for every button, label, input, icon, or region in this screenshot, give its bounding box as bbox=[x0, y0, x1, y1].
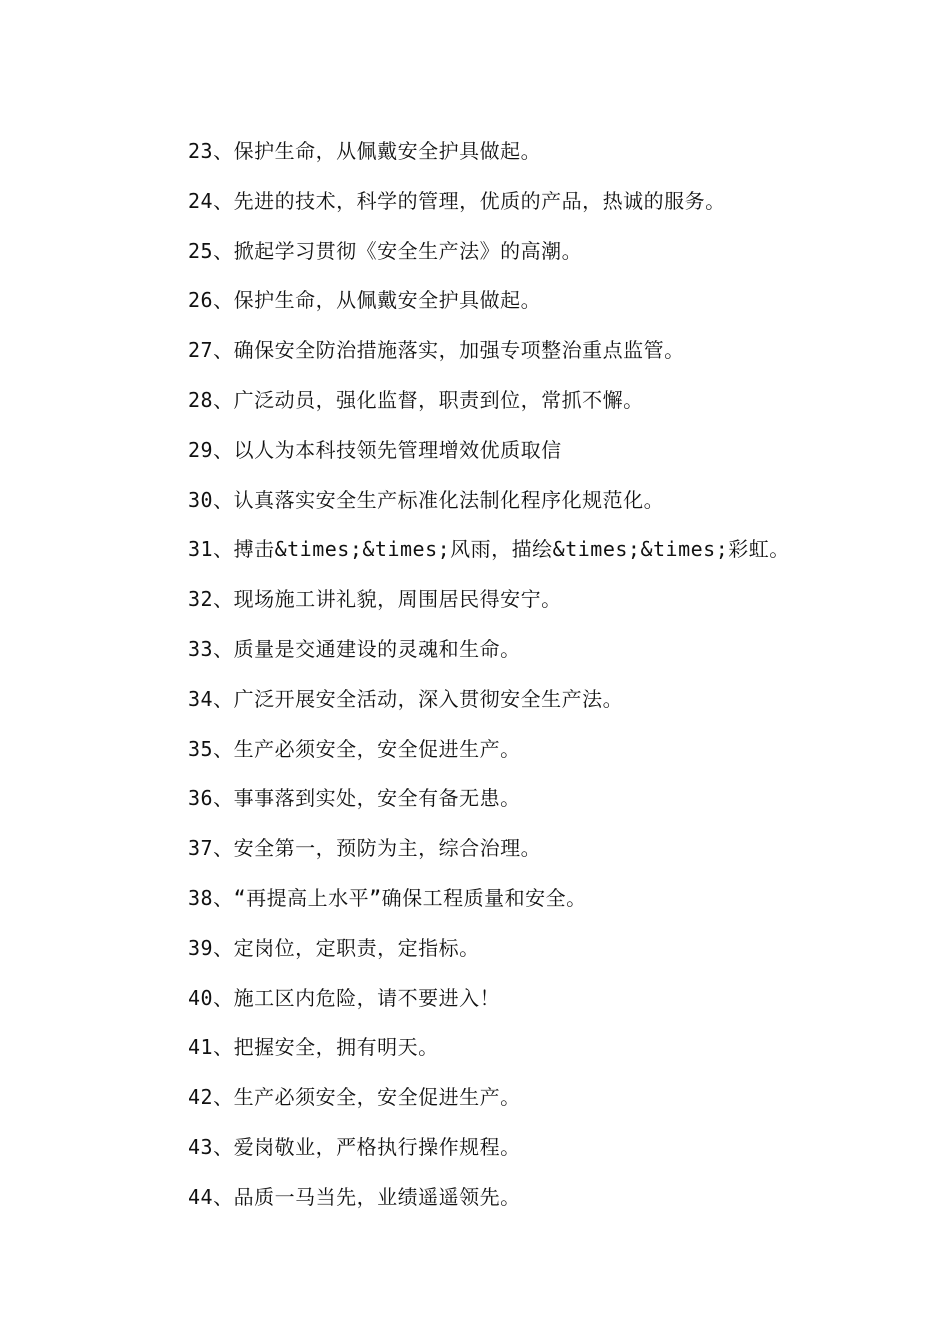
list-item: 23、保护生命，从佩戴安全护具做起。 bbox=[188, 139, 542, 163]
list-item: 40、施工区内危险，请不要进入！ bbox=[188, 985, 501, 1010]
list-item: 26、保护生命，从佩戴安全护具做起。 bbox=[188, 288, 542, 313]
list-item: 29、以人为本科技领先管理增效优质取信 bbox=[188, 437, 562, 462]
list-item: 28、广泛动员，强化监督，职责到位，常抓不懈。 bbox=[188, 387, 644, 412]
list-item: 38、“再提高上水平”确保工程质量和安全。 bbox=[188, 885, 587, 910]
list-item: 25、掀起学习贯彻《安全生产法》的高潮。 bbox=[188, 238, 583, 263]
list-item: 42、生产必须安全，安全促进生产。 bbox=[188, 1085, 521, 1110]
list-item: 39、定岗位，定职责，定指标。 bbox=[188, 935, 480, 960]
list-item: 31、搏击&times;&times;风雨，描绘&times;&times;彩虹。 bbox=[188, 537, 790, 562]
list-item: 43、爱岗敬业，严格执行操作规程。 bbox=[188, 1134, 521, 1159]
slogan-list bbox=[188, 135, 790, 1231]
list-item: 30、认真落实安全生产标准化法制化程序化规范化。 bbox=[188, 487, 665, 512]
list-item: 24、先进的技术，科学的管理，优质的产品，热诚的服务。 bbox=[188, 188, 726, 213]
list-item: 44、品质一马当先，业绩遥遥领先。 bbox=[188, 1184, 521, 1209]
list-item: 41、把握安全，拥有明天。 bbox=[188, 1035, 439, 1060]
list-item: 27、确保安全防治措施落实，加强专项整治重点监管。 bbox=[188, 338, 685, 363]
list-item: 35、生产必须安全，安全促进生产。 bbox=[188, 736, 521, 761]
list-item: 37、安全第一，预防为主，综合治理。 bbox=[188, 836, 542, 861]
list-item: 33、质量是交通建设的灵魂和生命。 bbox=[188, 636, 521, 661]
list-item: 32、现场施工讲礼貌，周围居民得安宁。 bbox=[188, 587, 562, 612]
list-item: 36、事事落到实处，安全有备无患。 bbox=[188, 786, 521, 811]
list-item: 34、广泛开展安全活动，深入贯彻安全生产法。 bbox=[188, 686, 624, 711]
